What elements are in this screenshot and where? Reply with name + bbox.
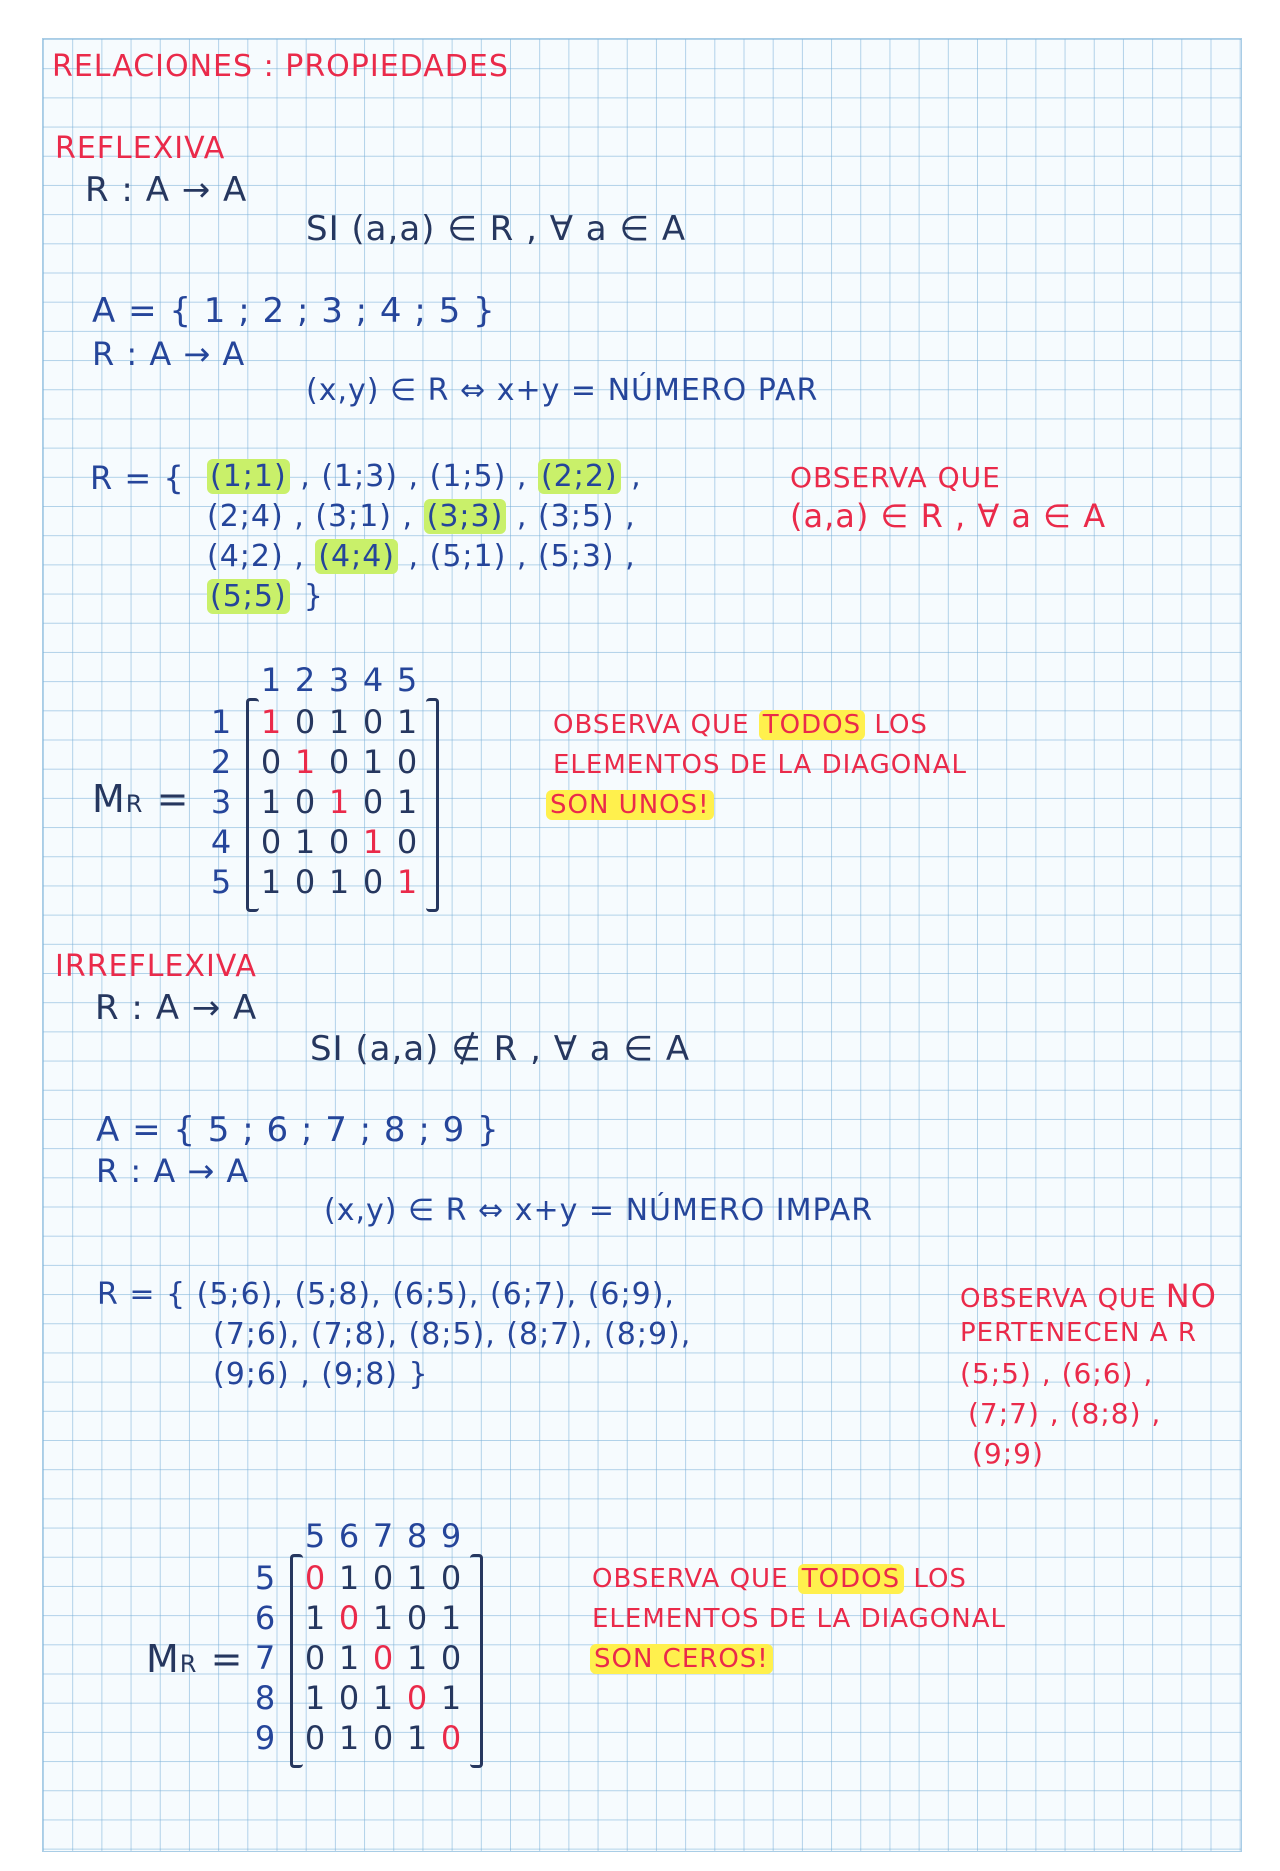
matrix-cell: 0 [362,783,384,821]
irreflexiva-set-r-line-2: (7;6), (7;8), (8;5), (8;7), (8;9), [213,1317,692,1352]
matrix-cell: 0 [362,703,384,741]
relation-pair: (5;1) [429,539,507,574]
matrix-column-header: 2 [294,661,316,699]
matrix-diagonal-cell: 0 [304,1559,326,1597]
reflexiva-pairs-line: (4;2) , (4;4) , (5;1) , (5;3) , [207,539,636,574]
matrix-left-bracket [246,698,259,912]
matrix-cell: 1 [440,1679,462,1717]
reflexiva-set-r-close: } [303,579,324,614]
relation-pair: (1;1) [207,459,290,494]
irreflexiva-rule: (x,y) ∈ R ⇔ x+y = NÚMERO IMPAR [324,1193,874,1228]
matrix-diagonal-cell: 1 [294,743,316,781]
matrix-cell: 0 [406,1599,428,1637]
matrix-row-header: 2 [210,743,232,781]
irreflexiva-note-line-4: (7;7) , (8;8) , [968,1397,1162,1430]
matrix-column-header: 7 [372,1517,394,1555]
relation-pair: (2;2) [538,459,621,494]
matrix-column-header: 5 [304,1517,326,1555]
irreflexiva-definition: SI (a,a) ∉ R , ∀ a ∈ A [310,1029,691,1069]
matrix-cell: 1 [304,1679,326,1717]
reflexiva-observation-3 [546,792,714,818]
matrix-cell: 1 [372,1679,394,1717]
matrix-column-header: 4 [362,661,384,699]
matrix-cell: 1 [406,1639,428,1677]
reflexiva-note-line-1: OBSERVA QUE [790,461,1001,494]
matrix-row-header: 4 [210,823,232,861]
reflexiva-set-a: A = { 1 ; 2 ; 3 ; 4 ; 5 } [92,291,496,331]
irreflexiva-relation: R : A → A [95,988,258,1028]
highlight-son-unos: SON UNOS! [546,790,714,820]
matrix-row-header: 7 [254,1639,276,1677]
matrix-cell: 1 [338,1639,360,1677]
highlight-todos: TODOS [798,1564,904,1594]
reflexiva-pairs-line [207,579,324,614]
irreflexiva-relation-2: R : A → A [96,1152,250,1190]
matrix-cell: 1 [294,823,316,861]
matrix-row-header: 8 [254,1679,276,1717]
reflexiva-set-r-open: R = { [90,459,185,497]
matrix-diagonal-cell: 1 [362,823,384,861]
matrix-right-bracket [426,698,439,912]
matrix-cell: 0 [362,863,384,901]
relation-pair: (1;3) [321,459,399,494]
relation-pair: (5;3) [537,539,615,574]
matrix-cell: 0 [260,823,282,861]
relation-pair: (4;2) [207,539,284,574]
relation-pair: (5;5) [207,579,290,614]
relation-pair: (1;5) [429,459,507,494]
relation-pair: (4;4) [315,539,398,574]
matrix-row-header: 3 [210,783,232,821]
matrix-cell: 0 [440,1559,462,1597]
reflexiva-relation-2: R : A → A [92,335,246,373]
matrix-cell: 0 [338,1679,360,1717]
highlight-todos: TODOS [759,710,865,740]
matrix-cell: 1 [260,863,282,901]
matrix-row-header: 5 [254,1559,276,1597]
matrix-diagonal-cell: 1 [328,783,350,821]
matrix-cell: 1 [338,1559,360,1597]
matrix-cell: 0 [396,743,418,781]
irreflexiva-set-r-line-1: R = { (5;6), (5;8), (6;5), (6;7), (6;9), [97,1277,675,1312]
irreflexiva-note-line-1: OBSERVA QUE NO [960,1277,1217,1315]
highlight-son-ceros: SON CEROS! [590,1644,773,1674]
matrix-column-header: 5 [396,661,418,699]
matrix-diagonal-cell: 0 [406,1679,428,1717]
irreflexiva-note-line-3: (5;5) , (6;6) , [960,1357,1154,1390]
matrix-diagonal-cell: 1 [260,703,282,741]
matrix-diagonal-cell: 0 [372,1639,394,1677]
reflexiva-relation: R : A → A [85,170,248,210]
matrix-cell: 1 [396,703,418,741]
matrix-cell: 0 [294,863,316,901]
matrix-row-header: 9 [254,1719,276,1757]
matrix-left-bracket [290,1554,303,1768]
matrix-cell: 1 [406,1719,428,1757]
matrix-column-header: 8 [406,1517,428,1555]
matrix-row-header: 1 [210,703,232,741]
reflexiva-pairs-line: (1;1) , (1;3) , (1;5) , (2;2) , [207,462,642,492]
reflexiva-observation-1: OBSERVA QUE TODOS LOS [553,710,928,740]
matrix-cell: 0 [372,1559,394,1597]
matrix-right-bracket [470,1554,483,1768]
matrix-cell: 1 [396,783,418,821]
matrix-cell: 0 [294,783,316,821]
matrix-column-header: 1 [260,661,282,699]
matrix-row-header: 5 [210,863,232,901]
irreflexiva-set-a: A = { 5 ; 6 ; 7 ; 8 ; 9 } [96,1110,500,1150]
matrix-row-header: 6 [254,1599,276,1637]
matrix-cell: 1 [362,743,384,781]
matrix-cell: 0 [260,743,282,781]
matrix-cell: 0 [304,1639,326,1677]
matrix-diagonal-cell: 0 [338,1599,360,1637]
matrix-cell: 1 [304,1599,326,1637]
relation-pair: (3;3) [424,499,507,534]
irreflexiva-note-line-5: (9;9) [972,1437,1044,1470]
matrix-cell: 1 [260,783,282,821]
relation-pair: (2;4) [207,499,284,534]
matrix-cell: 0 [396,823,418,861]
matrix-cell: 0 [440,1639,462,1677]
matrix-cell: 1 [372,1599,394,1637]
matrix-cell: 0 [328,743,350,781]
matrix-column-header: 3 [328,661,350,699]
matrix-cell: 1 [406,1559,428,1597]
reflexiva-observation-2: ELEMENTOS DE LA DIAGONAL [553,750,967,780]
matrix-cell: 1 [328,703,350,741]
reflexiva-note-line-2: (a,a) ∈ R , ∀ a ∈ A [790,497,1107,535]
matrix-cell: 1 [440,1599,462,1637]
reflexiva-rule: (x,y) ∈ R ⇔ x+y = NÚMERO PAR [306,373,819,408]
irreflexiva-observation-3 [590,1646,773,1672]
matrix-cell: 0 [328,823,350,861]
relation-pair: (3;1) [315,499,393,534]
reflexiva-heading: REFLEXIVA [55,131,226,166]
irreflexiva-observation-2: ELEMENTOS DE LA DIAGONAL [592,1604,1006,1634]
matrix-cell: 0 [304,1719,326,1757]
irreflexiva-heading: IRREFLEXIVA [55,949,257,984]
matrix-cell: 1 [338,1719,360,1757]
reflexiva-matrix-label: MR = [92,777,190,821]
relation-pair: (3;5) [537,499,615,534]
matrix-diagonal-cell: 0 [440,1719,462,1757]
matrix-diagonal-cell: 1 [396,863,418,901]
matrix-column-header: 6 [338,1517,360,1555]
reflexiva-pairs-line: (2;4) , (3;1) , (3;3) , (3;5) , [207,499,636,534]
irreflexiva-set-r-line-3: (9;6) , (9;8) } [213,1357,429,1392]
matrix-cell: 1 [328,863,350,901]
matrix-cell: 0 [372,1719,394,1757]
irreflexiva-matrix-label: MR = [146,1637,244,1681]
matrix-column-header: 9 [440,1517,462,1555]
page-title: RELACIONES : PROPIEDADES [52,49,509,84]
irreflexiva-note-line-2: PERTENECEN A R [960,1318,1197,1348]
reflexiva-definition: SI (a,a) ∈ R , ∀ a ∈ A [306,209,687,249]
irreflexiva-observation-1: OBSERVA QUE TODOS LOS [592,1564,967,1594]
matrix-cell: 0 [294,703,316,741]
